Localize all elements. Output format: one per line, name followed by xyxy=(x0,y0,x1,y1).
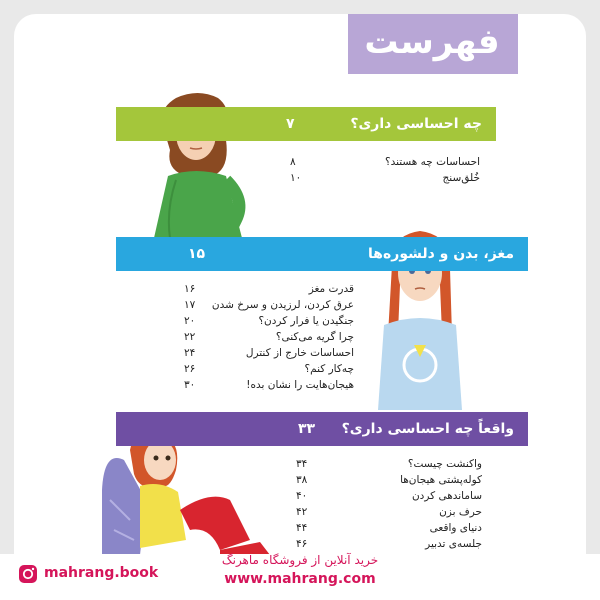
toc-item-title: احساسات خارج از کنترل xyxy=(245,347,354,359)
instagram-icon[interactable] xyxy=(18,564,38,584)
toc-item[interactable] xyxy=(296,490,482,506)
section-3-header[interactable] xyxy=(116,412,528,446)
toc-item[interactable] xyxy=(184,347,354,363)
toc-item-page: ۱۰ xyxy=(290,172,302,184)
instagram-handle[interactable]: mahrang.book xyxy=(44,565,159,581)
toc-item-title: هیجان‌هایت را نشان بده! xyxy=(246,379,354,391)
section-1-heading: چه احساسی داری؟ xyxy=(350,116,482,132)
toc-item-page: ۴۲ xyxy=(296,506,308,518)
toc-item[interactable] xyxy=(296,522,482,538)
page-title: فهرست xyxy=(364,22,500,62)
toc-item-title: خُلق‌سنج xyxy=(442,172,480,184)
section-3-heading: واقعاً چه احساسی داری؟ xyxy=(341,421,514,437)
toc-item[interactable] xyxy=(184,283,354,299)
toc-item-page: ۲۰ xyxy=(184,315,196,327)
section-2-heading: مغز، بدن و دلشوره‌ها xyxy=(368,246,514,262)
shop-text: خرید آنلاین از فروشگاه ماهرنگ xyxy=(221,553,379,567)
toc-item-title: حرف بزن xyxy=(439,506,482,518)
toc-item-title: ساماندهی کردن xyxy=(411,490,482,502)
toc-item-page: ۲۶ xyxy=(184,363,196,375)
toc-item-title: جلسه‌ی تدبیر xyxy=(425,538,482,550)
section-1-page: ۷ xyxy=(286,116,295,132)
toc-item-page: ۱۶ xyxy=(184,283,196,295)
toc-item-title: واکنشت چیست؟ xyxy=(407,458,482,470)
toc-item-page: ۳۸ xyxy=(296,474,308,486)
toc-item-page: ۴۴ xyxy=(296,522,308,534)
toc-item-title: کوله‌پشتی هیجان‌ها xyxy=(400,474,482,486)
toc-item[interactable] xyxy=(184,315,354,331)
toc-item[interactable] xyxy=(290,156,480,172)
toc-item-page: ۸ xyxy=(290,156,296,168)
toc-item[interactable] xyxy=(296,458,482,474)
toc-item-title: عرق کردن، لرزیدن و سرخ شدن xyxy=(211,299,354,311)
toc-item-page: ۳۴ xyxy=(296,458,308,470)
section-2-header[interactable] xyxy=(116,237,528,271)
toc-item-title: قدرت مغز xyxy=(308,283,354,295)
shop-url[interactable]: www.mahrang.com xyxy=(224,571,376,587)
toc-item-page: ۲۴ xyxy=(184,347,196,359)
toc-item[interactable] xyxy=(184,299,354,315)
toc-item[interactable] xyxy=(184,363,354,379)
section-2-page: ۱۵ xyxy=(188,246,206,262)
toc-item-title: چرا گریه می‌کنی؟ xyxy=(275,331,354,343)
toc-item-page: ۴۰ xyxy=(296,490,308,502)
toc-item-title: جنگیدن یا فرار کردن؟ xyxy=(258,315,354,327)
toc-item[interactable] xyxy=(296,538,482,554)
toc-item-title: دنیای واقعی xyxy=(429,522,482,534)
toc-item-page: ۲۲ xyxy=(184,331,196,343)
toc-item[interactable] xyxy=(296,506,482,522)
girl-bottom-illustration xyxy=(100,430,275,555)
toc-item-page: ۳۰ xyxy=(184,379,196,391)
toc-item-page: ۴۶ xyxy=(296,538,308,550)
toc-item-page: ۱۷ xyxy=(184,299,196,311)
toc-item[interactable] xyxy=(184,331,354,347)
section-1-header[interactable] xyxy=(116,107,496,141)
toc-item-title: چه‌کار کنم؟ xyxy=(304,363,354,375)
section-3-page: ۳۳ xyxy=(298,421,316,437)
toc-item[interactable] xyxy=(296,474,482,490)
toc-item-title: احساسات چه هستند؟ xyxy=(385,156,480,168)
toc-item[interactable] xyxy=(184,379,354,395)
toc-item[interactable] xyxy=(290,172,480,188)
